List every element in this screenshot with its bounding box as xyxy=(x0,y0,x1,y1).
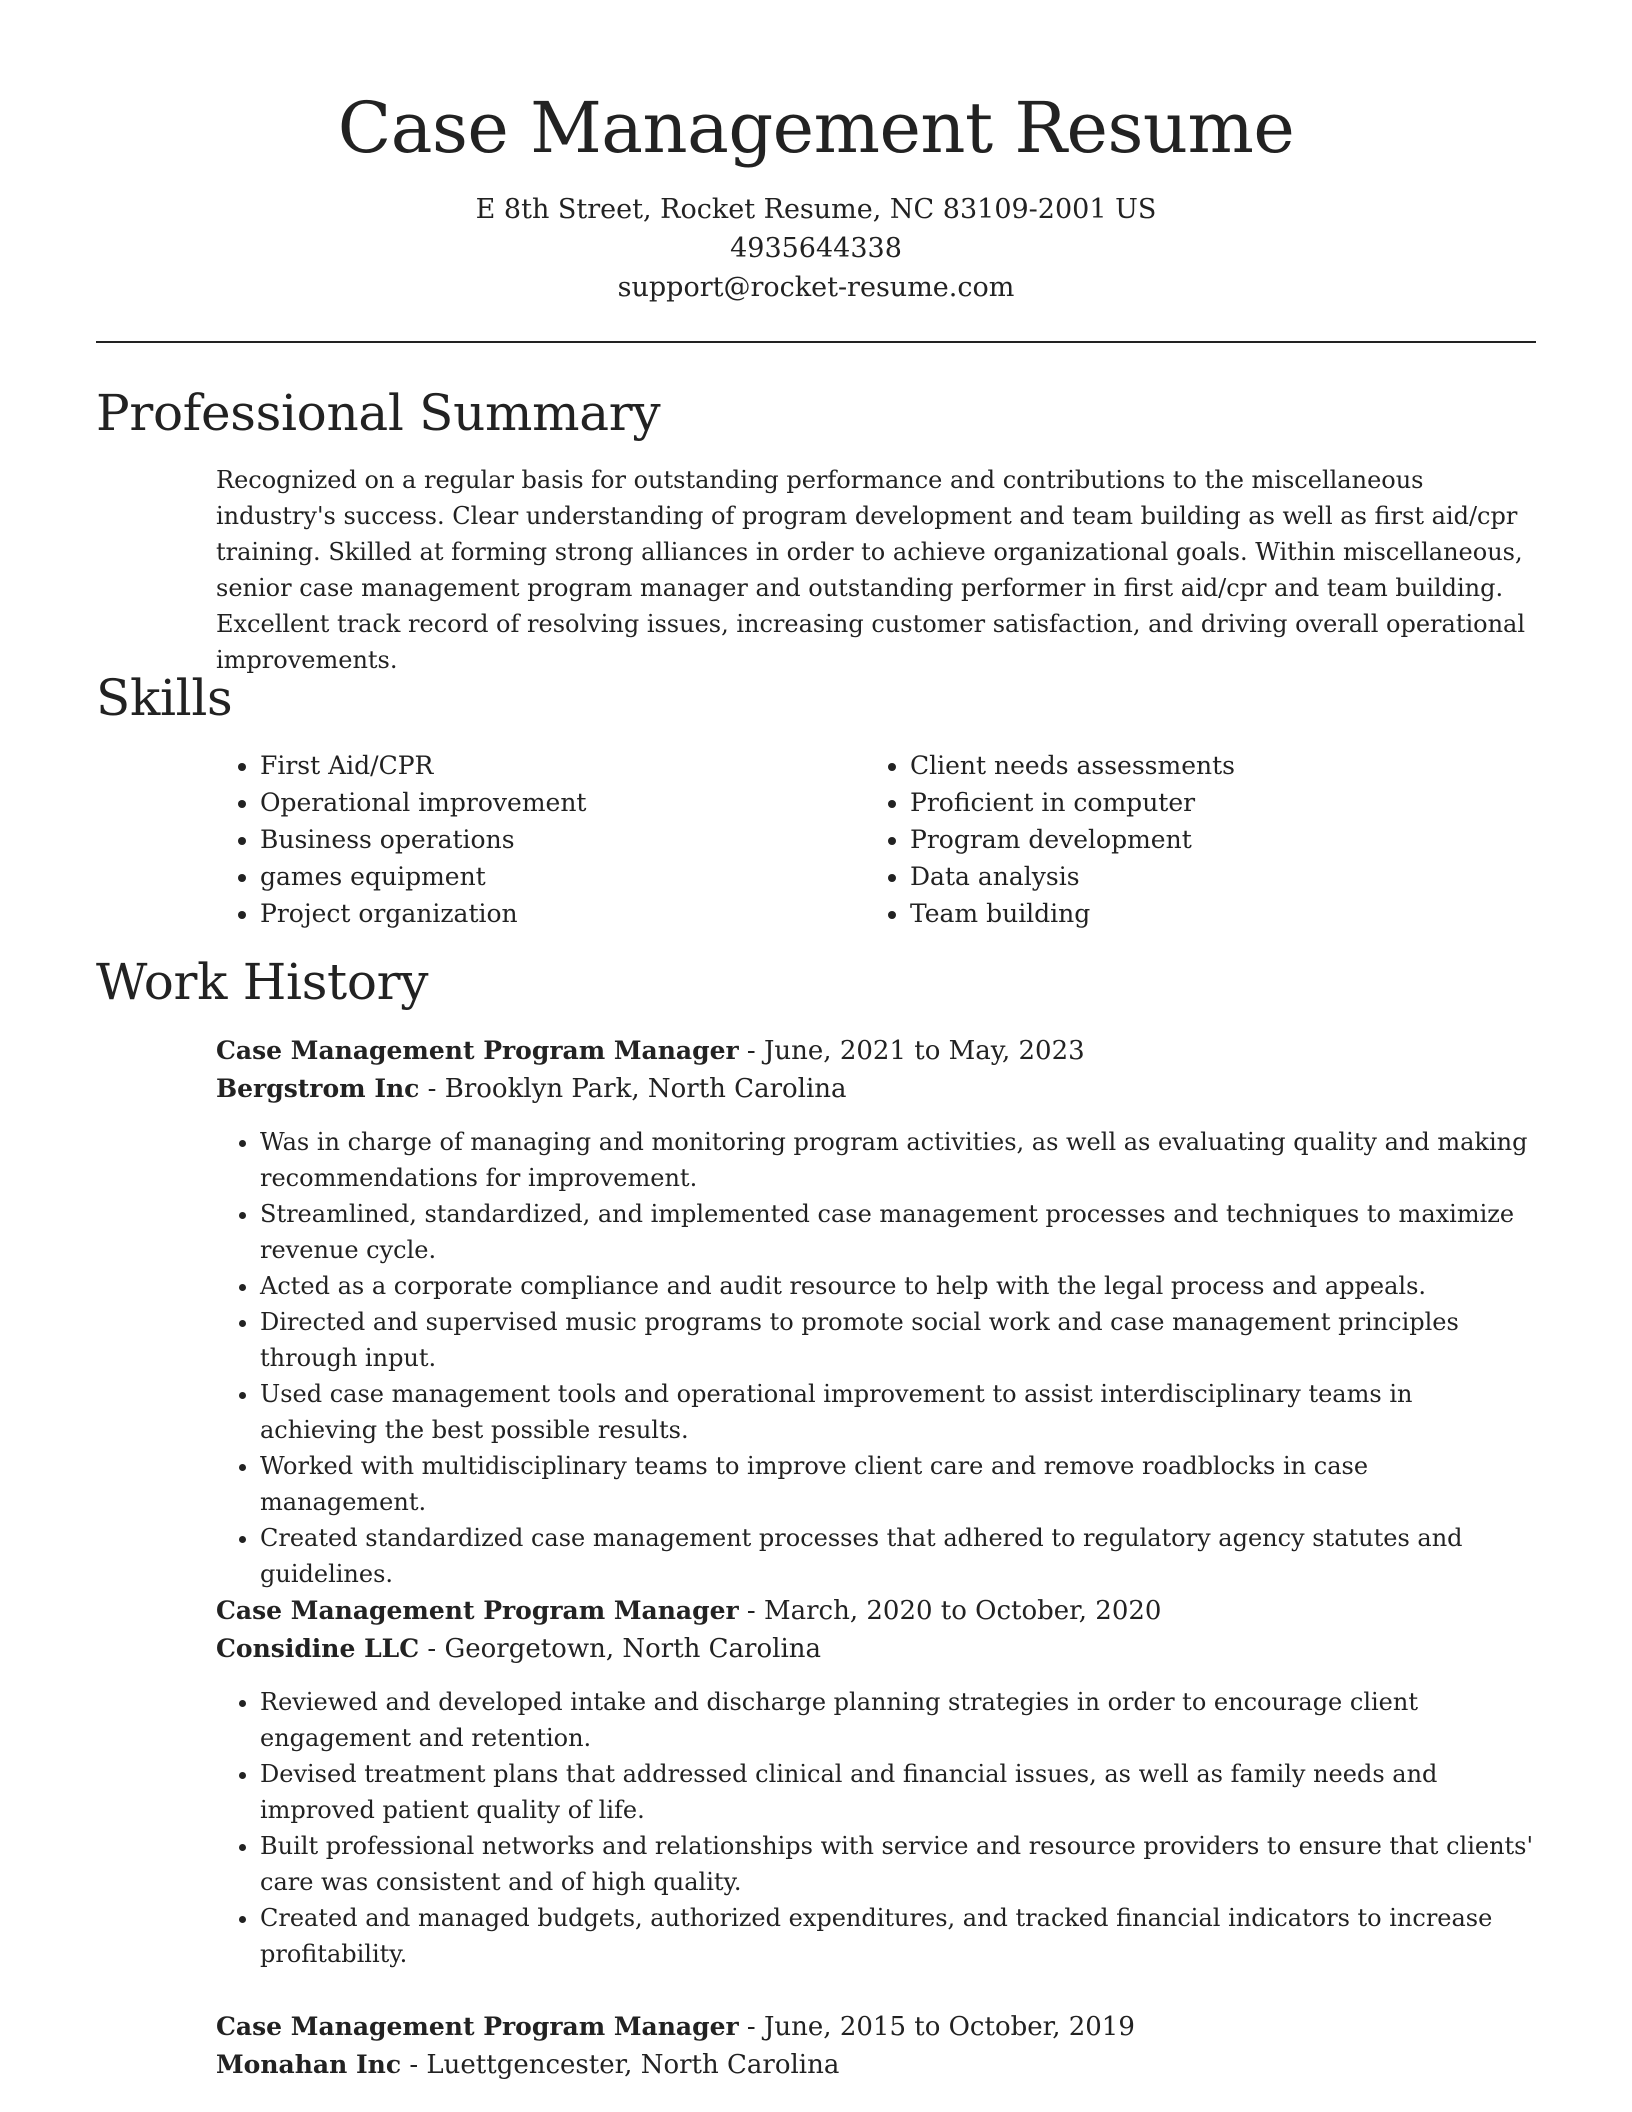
job-title: Case Management Program Manager xyxy=(216,1596,739,1625)
skill-item: • Operational improvement xyxy=(260,784,866,821)
job-company-line: Bergstrom Inc - Brooklyn Park, North Carolina xyxy=(216,1074,847,1104)
skill-item: • Business operations xyxy=(260,821,866,858)
skill-item: • First Aid/CPR xyxy=(260,747,866,784)
job-entry xyxy=(216,1032,1536,1592)
job-bullets xyxy=(216,1124,1536,1592)
job-dates: June, 2021 to May, 2023 xyxy=(763,1036,1085,1066)
job-title: Case Management Program Manager xyxy=(216,1036,739,1065)
job-dates: June, 2015 to October, 2019 xyxy=(763,2012,1135,2042)
job-bullet: • Reviewed and developed intake and discharge planning strategies in order to encourage client engagement and retention. xyxy=(260,1684,1536,1756)
job-location: Georgetown, North Carolina xyxy=(444,1634,822,1664)
job-title-line: Case Management Program Manager - June, 2021 to May, 2023 xyxy=(216,1036,1085,1066)
job-bullet: • Created and managed budgets, authorized expenditures, and tracked financial indicators to increase profitability. xyxy=(260,1900,1536,1972)
summary-text: Recognized on a regular basis for outstanding performance and contributions to the miscellaneous industry's success. Clear understanding of program development and team building as well as first aid/cpr training. Skilled at forming strong alliances in order to achieve organizational goals. Within miscellaneous, senior case management program manager and outstanding performer in first aid/cpr and team building. Excellent track record of resolving issues, increasing customer satisfaction, and driving overall operational improvements. xyxy=(216,466,1526,674)
skills-list xyxy=(216,747,1536,932)
job-company: Monahan Inc xyxy=(216,2050,402,2079)
resume-header xyxy=(0,84,1632,307)
skill-item: • Program development xyxy=(910,821,1516,858)
job-entry xyxy=(216,1592,1536,1972)
work-history-heading: Work History xyxy=(96,953,429,1011)
job-bullets xyxy=(216,1684,1536,1972)
job-bullet: • Used case management tools and operational improvement to assist interdisciplinary teams in achieving the best possible results. xyxy=(260,1376,1536,1448)
job-dates: March, 2020 to October, 2020 xyxy=(763,1596,1162,1626)
job-company: Bergstrom Inc xyxy=(216,1074,420,1103)
skill-item: • Client needs assessments xyxy=(910,747,1516,784)
resume-title: Case Management Resume xyxy=(337,87,1295,169)
skill-item: • Proficient in computer xyxy=(910,784,1516,821)
skills-column-left xyxy=(216,747,866,932)
job-bullet: • Devised treatment plans that addressed clinical and financial issues, as well as family needs and improved patient quality of life. xyxy=(260,1756,1536,1828)
contact-email: support@rocket-resume.com xyxy=(617,272,1015,303)
summary-heading: Professional Summary xyxy=(96,384,661,442)
contact-info xyxy=(0,190,1632,307)
job-bullet: • Built professional networks and relationships with service and resource providers to ensure that clients' care was consistent and of high quality. xyxy=(260,1828,1536,1900)
contact-address: E 8th Street, Rocket Resume, NC 83109-2001 US xyxy=(475,194,1157,225)
job-company-line: Monahan Inc - Luettgencester, North Carolina xyxy=(216,2050,840,2080)
job-location: Brooklyn Park, North Carolina xyxy=(444,1074,847,1104)
contact-phone: 4935644338 xyxy=(730,233,902,264)
job-bullet: • Created standardized case management processes that adhered to regulatory agency statutes and guidelines. xyxy=(260,1520,1536,1592)
job-company: Considine LLC xyxy=(216,1634,420,1663)
job-title: Case Management Program Manager xyxy=(216,2012,739,2041)
job-bullet: • Streamlined, standardized, and implemented case management processes and techniques to maximize revenue cycle. xyxy=(260,1196,1536,1268)
job-bullet: • Worked with multidisciplinary teams to improve client care and remove roadblocks in case management. xyxy=(260,1448,1536,1520)
job-location: Luettgencester, North Carolina xyxy=(426,2050,840,2080)
header-divider xyxy=(96,341,1536,343)
skill-item: • Data analysis xyxy=(910,858,1516,895)
job-bullet: • Acted as a corporate compliance and audit resource to help with the legal process and appeals. xyxy=(260,1268,1536,1304)
skills-column-right xyxy=(866,747,1516,932)
job-bullet: • Directed and supervised music programs to promote social work and case management principles through input. xyxy=(260,1304,1536,1376)
job-bullet: • Was in charge of managing and monitoring program activities, as well as evaluating quality and making recommendations for improvement. xyxy=(260,1124,1536,1196)
skill-item: • Team building xyxy=(910,895,1516,932)
skill-item: • Project organization xyxy=(260,895,866,932)
job-title-line: Case Management Program Manager - June, 2015 to October, 2019 xyxy=(216,2012,1135,2042)
job-entry xyxy=(216,2008,1536,2084)
skill-item: • games equipment xyxy=(260,858,866,895)
job-title-line: Case Management Program Manager - March, 2020 to October, 2020 xyxy=(216,1596,1162,1626)
skills-heading: Skills xyxy=(96,669,233,727)
job-company-line: Considine LLC - Georgetown, North Carolina xyxy=(216,1634,822,1664)
